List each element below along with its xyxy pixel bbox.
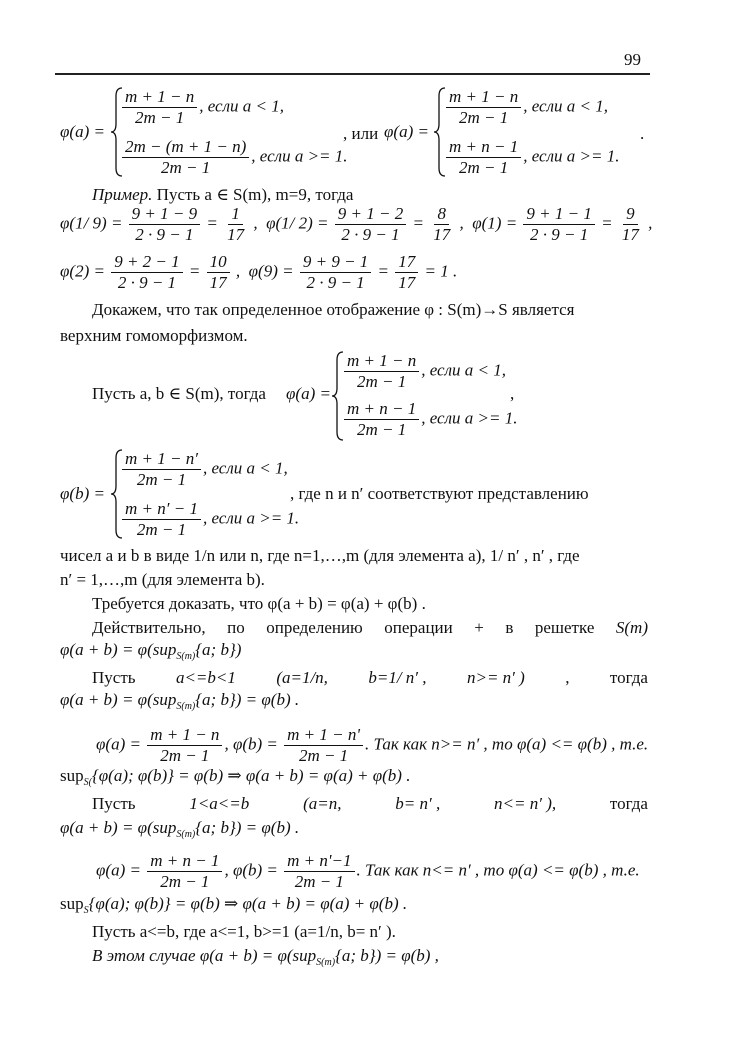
example-line: Пример. Пусть a ∈ S(m), m=9, тогда <box>92 185 354 204</box>
definition-case-1: $\frac{m + 1 - n}{2m - 1}$ , если a < 1, <box>120 88 284 127</box>
example-equation-2: φ(2) = $\frac{9 + 2 - 1}{2 \cdot 9 - 1}$ = $\frac{10}{17}$ , φ(9) = $\frac{9 + 9 - 1}{2 \cdot 9 - 1}$ = $\frac{17}{17}$ = 1 . <box>60 252 458 292</box>
case1-fractions: φ(a) = $\frac{m + 1 - n}{2m - 1}$ , φ(b) = $\frac{m + 1 - n'}{2m - 1}$ . Так как n>= n′ , то φ(a) <= φ(b) , т.е. <box>96 725 649 765</box>
case3-line-1: Пусть a<=b, где a<=1, b>=1 (a=1/n, b= n′ ). <box>92 922 396 941</box>
phi-a-case-1: $\frac{m + 1 - n}{2m - 1}$ , если a < 1, <box>342 352 506 391</box>
indeed-line-2: φ(a + b) = φ(sup$_{S(m)}${a; b}) <box>60 640 242 662</box>
numbers-line-2: n′ = 1,…,m (для элемента b). <box>60 570 265 589</box>
let-ab: Пусть a, b ∈ S(m), тогда <box>92 384 266 403</box>
phi-b-label: φ(b) = <box>60 484 105 503</box>
case1-sup: sup$_{S(}${φ(a); φ(b)} = φ(b) ⇒ φ(a + b) = φ(a) + φ(b) . <box>60 766 411 788</box>
definition-case-2: $\frac{2m - (m + 1 - n)}{2m - 1}$ , если a >= 1. <box>120 138 348 177</box>
phi-a-case-2: $\frac{m + n - 1}{2m - 1}$ , если a >= 1. <box>342 400 517 439</box>
prove-line-2: верхним гомоморфизмом. <box>60 326 248 345</box>
phi-b-tail: , где n и n′ соответствуют представлению <box>290 484 589 503</box>
case3-line-2: В этом случае φ(a + b) = φ(sup$_{S(m)}${a; b}) = φ(b) , <box>92 946 439 968</box>
phi-a-end: , <box>510 384 515 403</box>
definition-right-case-2: $\frac{m + n - 1}{2m - 1}$ , если a >= 1. <box>444 138 619 177</box>
definition-right-case-1: $\frac{m + 1 - n}{2m - 1}$ , если a < 1, <box>444 88 608 127</box>
page-number: 99 <box>624 50 641 69</box>
header-rule <box>55 73 650 75</box>
phi-b-case-1: $\frac{m + 1 - n'}{2m - 1}$ , если a < 1, <box>120 450 288 489</box>
example-equation-1: φ(1/ 9) = $\frac{9 + 1 - 9}{2 \cdot 9 - 1}$ = $\frac{1}{17}$ , φ(1/ 2) = $\frac{9 + 1 - 2}{2 \cdot 9 - 1}$ = $\frac{8}{17}$ , φ(1) = $\frac{9 + 1 - 1}{2 \cdot 9 - 1}$ = $\frac{9}{17}$ , <box>60 204 653 244</box>
indeed-line-1: Действительно, по определению операции + в решетке S(m) <box>92 618 648 637</box>
case2-fractions: φ(a) = $\frac{m + n - 1}{2m - 1}$ , φ(b) = $\frac{m + n'-1}{2m - 1}$ . Так как n<= n′ , то φ(a) <= φ(b) , т.е. <box>96 851 640 891</box>
case1-line-2: φ(a + b) = φ(sup$_{S(m)}${a; b}) = φ(b) . <box>60 690 300 712</box>
definition-or: , или <box>343 124 379 143</box>
definition-end: . <box>640 124 645 143</box>
case2-line-1: Пусть 1<a<=b (a=n, b= n′ , n<= n′ ), тогда <box>92 794 648 813</box>
phi-a-label: φ(a) = <box>286 384 331 403</box>
case1-line-1: Пусть a<=b<1 (a=1/n, b=1/ n′ , n>= n′ ) , тогда <box>92 668 648 687</box>
required-line: Требуется доказать, что φ(a + b) = φ(a) + φ(b) . <box>92 594 426 613</box>
case2-line-2: φ(a + b) = φ(sup$_{S(m)}${a; b}) = φ(b) . <box>60 818 300 840</box>
numbers-line-1: чисел a и b в виде 1/n или n, где n=1,…,m (для элемента a), 1/ n′ , n′ , где <box>60 546 580 565</box>
prove-line-1: Докажем, что так определенное отображение φ : S(m)→S является <box>92 300 575 319</box>
definition-phi-left: φ(a) = <box>60 122 105 141</box>
definition-phi-right: φ(a) = <box>384 122 429 141</box>
phi-b-case-2: $\frac{m + n' - 1}{2m - 1}$ , если a >= 1. <box>120 500 299 539</box>
case2-sup: sup$_S${φ(a); φ(b)} = φ(b) ⇒ φ(a + b) = φ(a) + φ(b) . <box>60 894 408 916</box>
